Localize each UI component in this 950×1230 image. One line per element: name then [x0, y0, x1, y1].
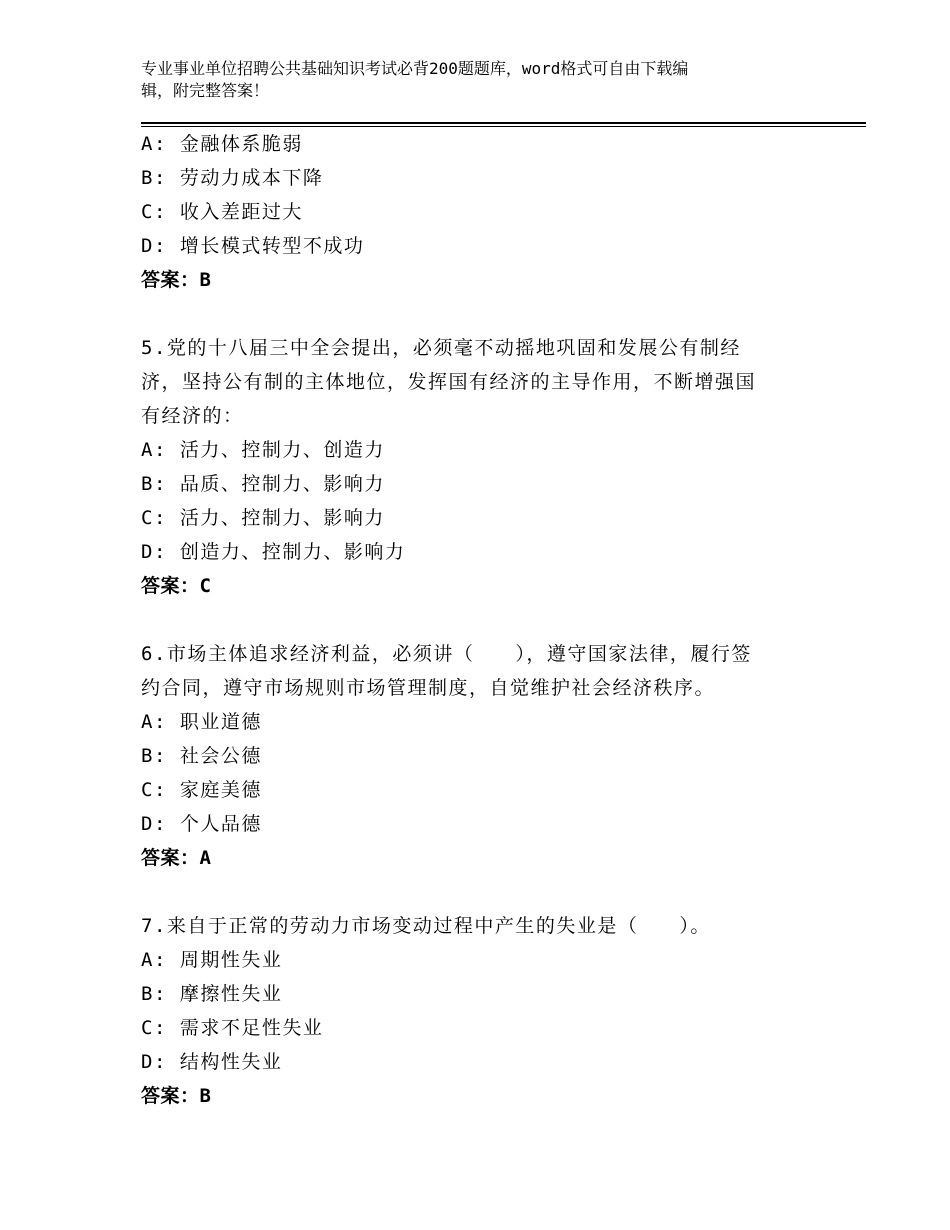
question-list — [141, 127, 811, 1113]
option-b: B: 劳动力成本下降 — [141, 167, 324, 189]
question-text-line: 6.市场主体追求经济利益，必须讲（ ），遵守国家法律，履行签 — [141, 643, 752, 665]
question-text-line: 济，坚持公有制的主体地位，发挥国有经济的主导作用，不断增强国 — [141, 371, 757, 393]
option-b: B: 社会公德 — [141, 745, 262, 767]
option-c: C: 活力、控制力、影响力 — [141, 507, 385, 529]
option-a: A: 职业道德 — [141, 711, 262, 733]
option-a: A: 周期性失业 — [141, 949, 283, 971]
question-text-line: 有经济的： — [141, 405, 244, 427]
spacer — [141, 603, 811, 637]
header-rule-thick — [141, 122, 866, 124]
option-d: D: 增长模式转型不成功 — [141, 235, 365, 257]
option-d: D: 个人品德 — [141, 813, 262, 835]
option-a: A: 金融体系脆弱 — [141, 133, 303, 155]
question-text-line: 约合同，遵守市场规则市场管理制度，自觉维护社会经济秩序。 — [141, 677, 716, 699]
question-text-line: 5.党的十八届三中全会提出，必须毫不动摇地巩固和发展公有制经 — [141, 337, 741, 359]
question-block-5 — [141, 331, 811, 603]
answer-label: 答案：A — [141, 847, 212, 869]
option-c: C: 收入差距过大 — [141, 201, 303, 223]
option-d: D: 创造力、控制力、影响力 — [141, 541, 406, 563]
option-b: B: 品质、控制力、影响力 — [141, 473, 385, 495]
spacer — [141, 875, 811, 909]
option-c: C: 需求不足性失业 — [141, 1017, 324, 1039]
answer-label: 答案：C — [141, 575, 212, 597]
spacer — [141, 297, 811, 331]
header-line-2: 辑，附完整答案！ — [141, 81, 270, 100]
option-b: B: 摩擦性失业 — [141, 983, 283, 1005]
question-block-7 — [141, 909, 811, 1113]
option-d: D: 结构性失业 — [141, 1051, 283, 1073]
question-block-4 — [141, 127, 811, 297]
option-a: A: 活力、控制力、创造力 — [141, 439, 385, 461]
option-c: C: 家庭美德 — [141, 779, 262, 801]
header-line-1: 专业事业单位招聘公共基础知识考试必背200题题库，word格式可自由下载编 — [141, 59, 689, 78]
question-text-line: 7.来自于正常的劳动力市场变动过程中产生的失业是（ ）。 — [141, 915, 711, 937]
document-header — [141, 58, 821, 102]
answer-label: 答案：B — [141, 1085, 212, 1107]
answer-label: 答案：B — [141, 269, 212, 291]
question-block-6 — [141, 637, 811, 875]
